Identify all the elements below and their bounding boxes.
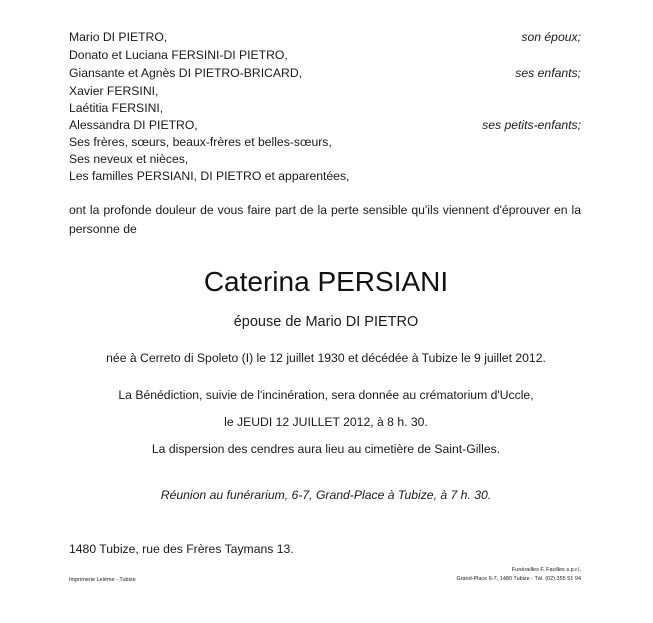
family-member-name: Giansante et Agnès DI PIETRO-BRICARD, [69, 66, 303, 80]
funeral-home-name: Funérailles F. Facilles s.p.r.l. [511, 567, 581, 573]
funeral-home-address: Grand-Place 6-7, 1480 Tubize - Tél. (02) 355 51 94 [456, 576, 581, 582]
family-member-name: Les familles PERSIANI, DI PIETRO et apparentées, [69, 169, 350, 183]
announcement-text: ont la profonde douleur de vous faire part de la perte sensible qu'ils viennent d'éprouver en la personne de [69, 203, 581, 236]
ceremony-date: le JEUDI 12 JUILLET 2012, à 8 h. 30. [224, 415, 428, 429]
spouse-line: épouse de Mario DI PIETRO [233, 314, 419, 330]
deceased-name: Caterina PERSIANI [203, 266, 449, 297]
family-member-name: Alessandra DI PIETRO, [69, 118, 198, 132]
family-relation: ses enfants; [515, 66, 581, 80]
family-member-name: Mario DI PIETRO, [69, 30, 168, 44]
family-member-name: Xavier FERSINI, [69, 84, 159, 98]
family-member-name: Ses neveux et nièces, [69, 152, 189, 166]
family-member-name: Ses frères, sœurs, beaux-frères et belles-sœurs, [69, 135, 332, 149]
family-relation: ses petits-enfants; [482, 118, 581, 132]
ashes-line: La dispersion des cendres aura lieu au cimetière de Saint-Gilles. [151, 442, 501, 456]
birth-death-line: née à Cerreto di Spoleto (I) le 12 juillet 1930 et décédée à Tubize le 9 juillet 2012. [106, 351, 546, 365]
family-member-name: Donato et Luciana FERSINI-DI PIETRO, [69, 48, 288, 62]
family-member-name: Laétitia FERSINI, [69, 101, 164, 115]
ceremony-line: La Bénédiction, suivie de l'incinération, sera donnée au crématorium d'Uccle, [118, 388, 534, 402]
reunion-line: Réunion au funérarium, 6-7, Grand-Place à Tubize, à 7 h. 30. [160, 488, 492, 502]
family-address: 1480 Tubize, rue des Frères Taymans 13. [69, 542, 294, 556]
family-relation: son époux; [521, 30, 581, 44]
printer-credit: Imprimerie Leléme - Tubize [69, 577, 136, 583]
